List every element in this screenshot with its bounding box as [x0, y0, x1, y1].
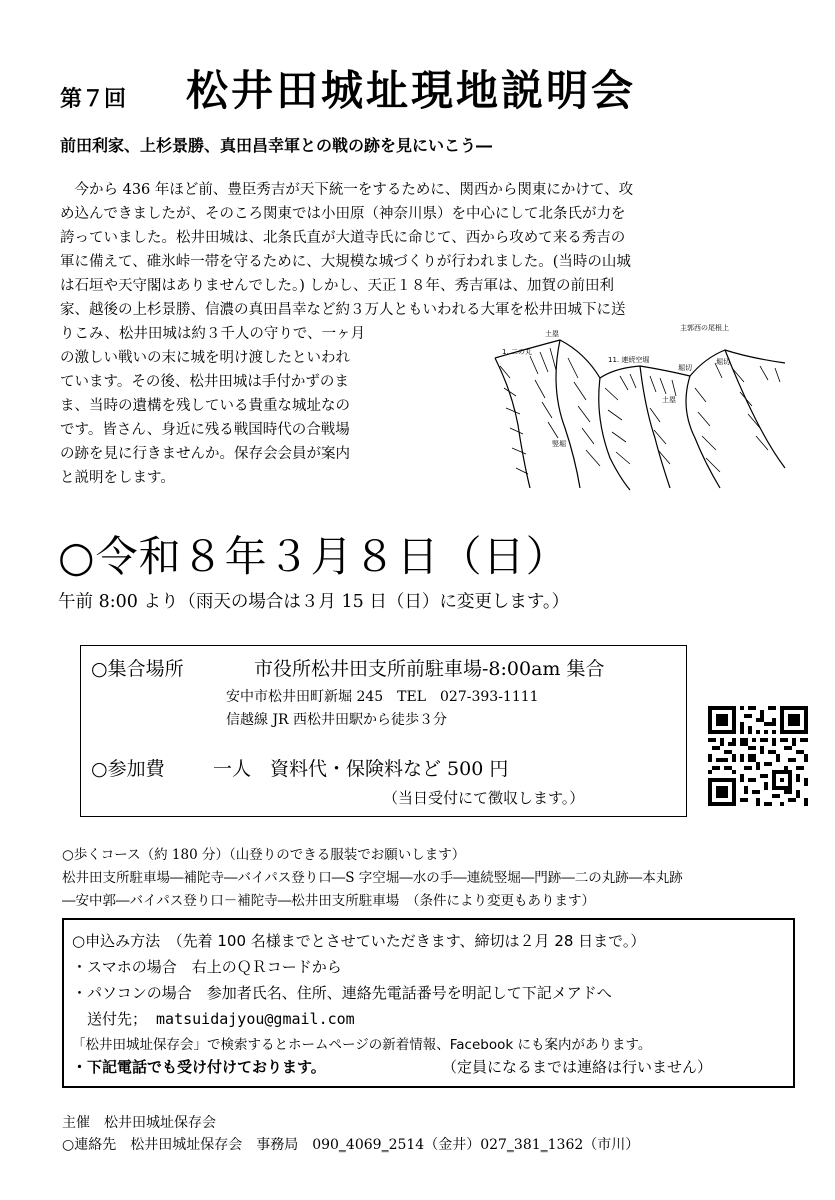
course-line: ○歩くコース（約 180 分）（山登りのできる服装でお願いします） — [62, 847, 466, 863]
intro-line: の跡を見に行きませんか。保存会会員が案内 — [60, 446, 350, 462]
intro-line: ま、当時の遺構を残している貴重な城址なの — [60, 398, 350, 414]
fee-text: 一人 資料代・保険料など 500 円 — [213, 758, 509, 780]
intro-line: は石垣や天守閣はありませんでした。) しかし、天正１８年、秀吉軍は、加賀の前田利 — [60, 278, 615, 294]
course-line: 松井田支所駐車場―補陀寺―バイパス登り口―S 字空堀―水の手―連続竪堀―門跡―二の丸跡―本丸跡 — [62, 870, 683, 886]
organizer: 主催 松井田城址保存会 — [62, 1115, 216, 1131]
event-time-note: 午前 8:00 より（雨天の場合は３月 15 日（日）に変更します。） — [58, 592, 570, 612]
apply-search-note: 「松井田城址保存会」で検索するとホームページの新着情報、Facebook にも案内があります。 — [72, 1037, 652, 1053]
subtitle: 前田利家、上杉景勝、真田昌幸軍との戦の跡を見にいこう― — [60, 136, 493, 155]
illus-label: 主郭西の尾根上 — [680, 324, 729, 332]
apply-pc: ・パソコンの場合 参加者氏名、住所、連絡先電話番号を明記して下記メアドへ — [72, 984, 612, 1002]
illus-label: 1. 二の丸 — [502, 348, 532, 356]
apply-email[interactable]: 送付先； matsuidajyou@gmail.com — [72, 1010, 355, 1028]
event-date: ○令和８年３月８日（日） — [58, 532, 569, 581]
course-line: ―安中郭―バイパス登り口－補陀寺―松井田支所駐車場 （条件により変更もあります） — [62, 893, 595, 909]
meeting-address: 安中市松井田町新堀 245 TEL 027-393-1111 — [226, 689, 539, 705]
meeting-place: 市役所松井田支所前駐車場-8:00am 集合 — [254, 658, 605, 680]
intro-line: ています。その後、松井田城は手付かずのま — [60, 374, 349, 390]
application-box — [62, 918, 795, 1088]
apply-phone-note: （定員になるまでは連絡は行いません） — [442, 1058, 713, 1076]
qr-code-icon[interactable] — [708, 706, 808, 806]
intro-line: の激しい戦いの末に城を明け渡したといわれ — [60, 350, 350, 366]
illus-label: 土塁 — [545, 330, 559, 338]
intro-line: です。皆さん、身近に残る戦国時代の合戦場 — [60, 422, 350, 438]
intro-line: 誇っていました。松井田城は、北条氏直が大道寺氏に命じて、西から攻めて来る秀吉の — [60, 230, 626, 246]
illus-label: 11. 連続空堀 — [608, 356, 650, 364]
illus-label: 堀切 — [678, 364, 692, 372]
contact-info: ○連絡先 松井田城址保存会 事務局 090‗4069‗2514（金井）027‗381‗1362（市川） — [62, 1137, 640, 1153]
page-title: 松井田城址現地説明会 — [186, 66, 637, 115]
illus-label: 竪堀 — [552, 440, 566, 448]
castle-ruins-illustration — [490, 318, 790, 493]
illus-label: 堀切 — [716, 358, 730, 366]
meeting-place-label: ○集合場所 — [91, 658, 184, 680]
intro-line: 家、越後の上杉景勝、信濃の真田昌幸など約３万人ともいわれる大軍を松井田城下に送 — [60, 302, 626, 318]
apply-phone: ・下記電話でも受け付けております。 — [72, 1058, 326, 1076]
edition-label: 第７回 — [60, 87, 127, 112]
intro-line: りこみ、松井田城は約３千人の守りで、一ヶ月 — [60, 326, 366, 342]
apply-heading: ○申込み方法 （先着 100 名様までとさせていただきます、締切は２月 28 日まで。） — [72, 932, 646, 950]
meeting-info-box — [80, 645, 687, 817]
intro-line: め込んできましたが、そのころ関東では小田原（神奈川県）を中心にして北条氏が力を — [60, 206, 626, 222]
intro-line: と説明をします。 — [60, 470, 175, 486]
intro-line: 軍に備えて、碓氷峠一帯を守るために、大規模な城づくりが行われました。(当時の山城 — [60, 254, 631, 270]
meeting-access: 信越線 JR 西松井田駅から徒歩３分 — [226, 712, 448, 728]
fee-note: （当日受付にて徴収します。） — [383, 789, 585, 807]
intro-line: 今から 436 年ほど前、豊臣秀吉が天下統一をするために、関西から関東にかけて、攻 — [60, 182, 634, 198]
apply-smartphone: ・スマホの場合 右上のＱＲコードから — [72, 958, 342, 976]
fee-label: ○参加費 — [91, 758, 165, 780]
illus-label: 土塁 — [662, 396, 676, 404]
